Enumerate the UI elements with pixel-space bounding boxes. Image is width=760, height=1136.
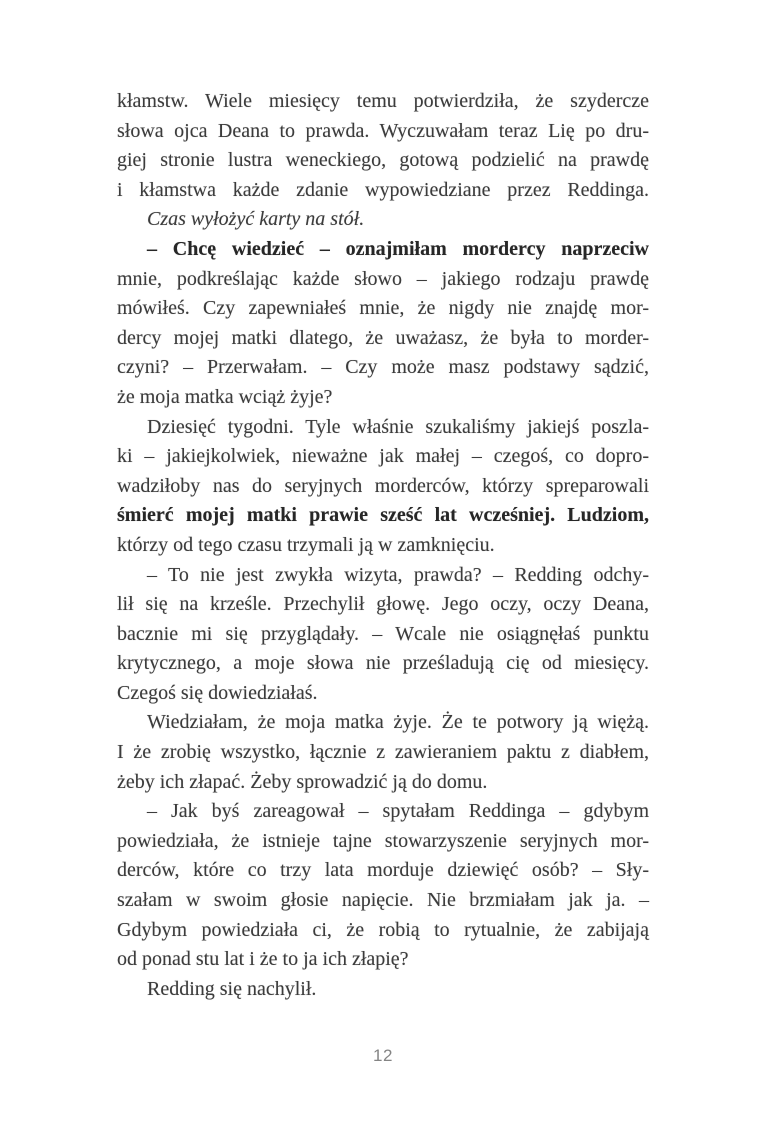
text-line: I że zrobię wszystko, łącznie z zawieraniem paktu z diabłem, [117,741,649,764]
text-line: Gdybym powiedziała ci, że robią to rytualnie, że zabijają [117,918,649,941]
text-line: giej stronie lustra weneckiego, gotową podzielić na prawdę [117,149,649,172]
text-line: że moja matka wciąż żyje? [117,385,333,408]
text-line: którzy od tego czasu trzymali ją w zamknięciu. [117,533,495,556]
text-line: śmierć mojej matki prawie sześć lat wcześniej. Ludziom, [117,504,649,527]
text-line: dercy mojej matki dlatego, że uważasz, że była to morder- [117,326,649,349]
text-line: – Chcę wiedzieć – oznajmiłam mordercy naprzeciw [147,237,649,260]
text-line: mówiłeś. Czy zapewniałeś mnie, że nigdy nie znajdę mor- [117,297,649,320]
text-line: krytycznego, a moje słowa nie prześladują cię od miesięcy. [117,652,649,675]
text-line: Dziesięć tygodni. Tyle właśnie szukaliśmy jakiejś poszla- [147,415,649,438]
text-line: i kłamstwa każde zdanie wypowiedziane przez Reddinga. [117,178,649,201]
page-text-block [117,87,649,1004]
text-line: Redding się nachylił. [147,977,317,1000]
text-line: kłamstw. Wiele miesięcy temu potwierdziła, że szydercze [117,90,649,112]
text-line: lił się na krześle. Przechylił głowę. Jego oczy, oczy Deana, [117,593,649,616]
text-line: szałam w swoim głosie napięcie. Nie brzmiałam jak ja. – [117,889,649,912]
text-line: – Jak byś zareagował – spytałam Reddinga – gdybym [147,800,649,823]
text-line: Wiedziałam, że moja matka żyje. Że te potwory ją więżą. [147,711,649,734]
text-line: Czegoś się dowiedziałaś. [117,681,318,704]
text-line: ki – jakiejkolwiek, nieważne jak małej – czegoś, co dopro- [117,445,649,468]
text-line: mnie, podkreślając każde słowo – jakiego rodzaju prawdę [117,267,649,290]
text-line: derców, które co trzy lata morduje dziewięć osób? – Sły- [117,859,649,882]
text-line: żeby ich złapać. Żeby sprowadzić ją do domu. [117,770,488,793]
text-line: powiedziała, że istnieje tajne stowarzyszenie seryjnych mor- [117,829,649,852]
text-line: od ponad stu lat i że to ja ich złapię? [117,948,409,971]
text-line: – To nie jest zwykła wizyta, prawda? – Redding odchy- [147,563,649,586]
text-line: słowa ojca Deana to prawda. Wyczuwałam teraz Lię po dru- [117,119,649,142]
text-line: czyni? – Przerwałam. – Czy może masz podstawy sądzić, [117,356,649,379]
text-line: wadziłoby nas do seryjnych morderców, którzy spreparowali [117,474,649,497]
page-number: 12 [373,1046,393,1065]
text-line: Czas wyłożyć karty na stół. [147,208,365,231]
text-line: bacznie mi się przyglądały. – Wcale nie osiągnęłaś punktu [117,622,649,645]
